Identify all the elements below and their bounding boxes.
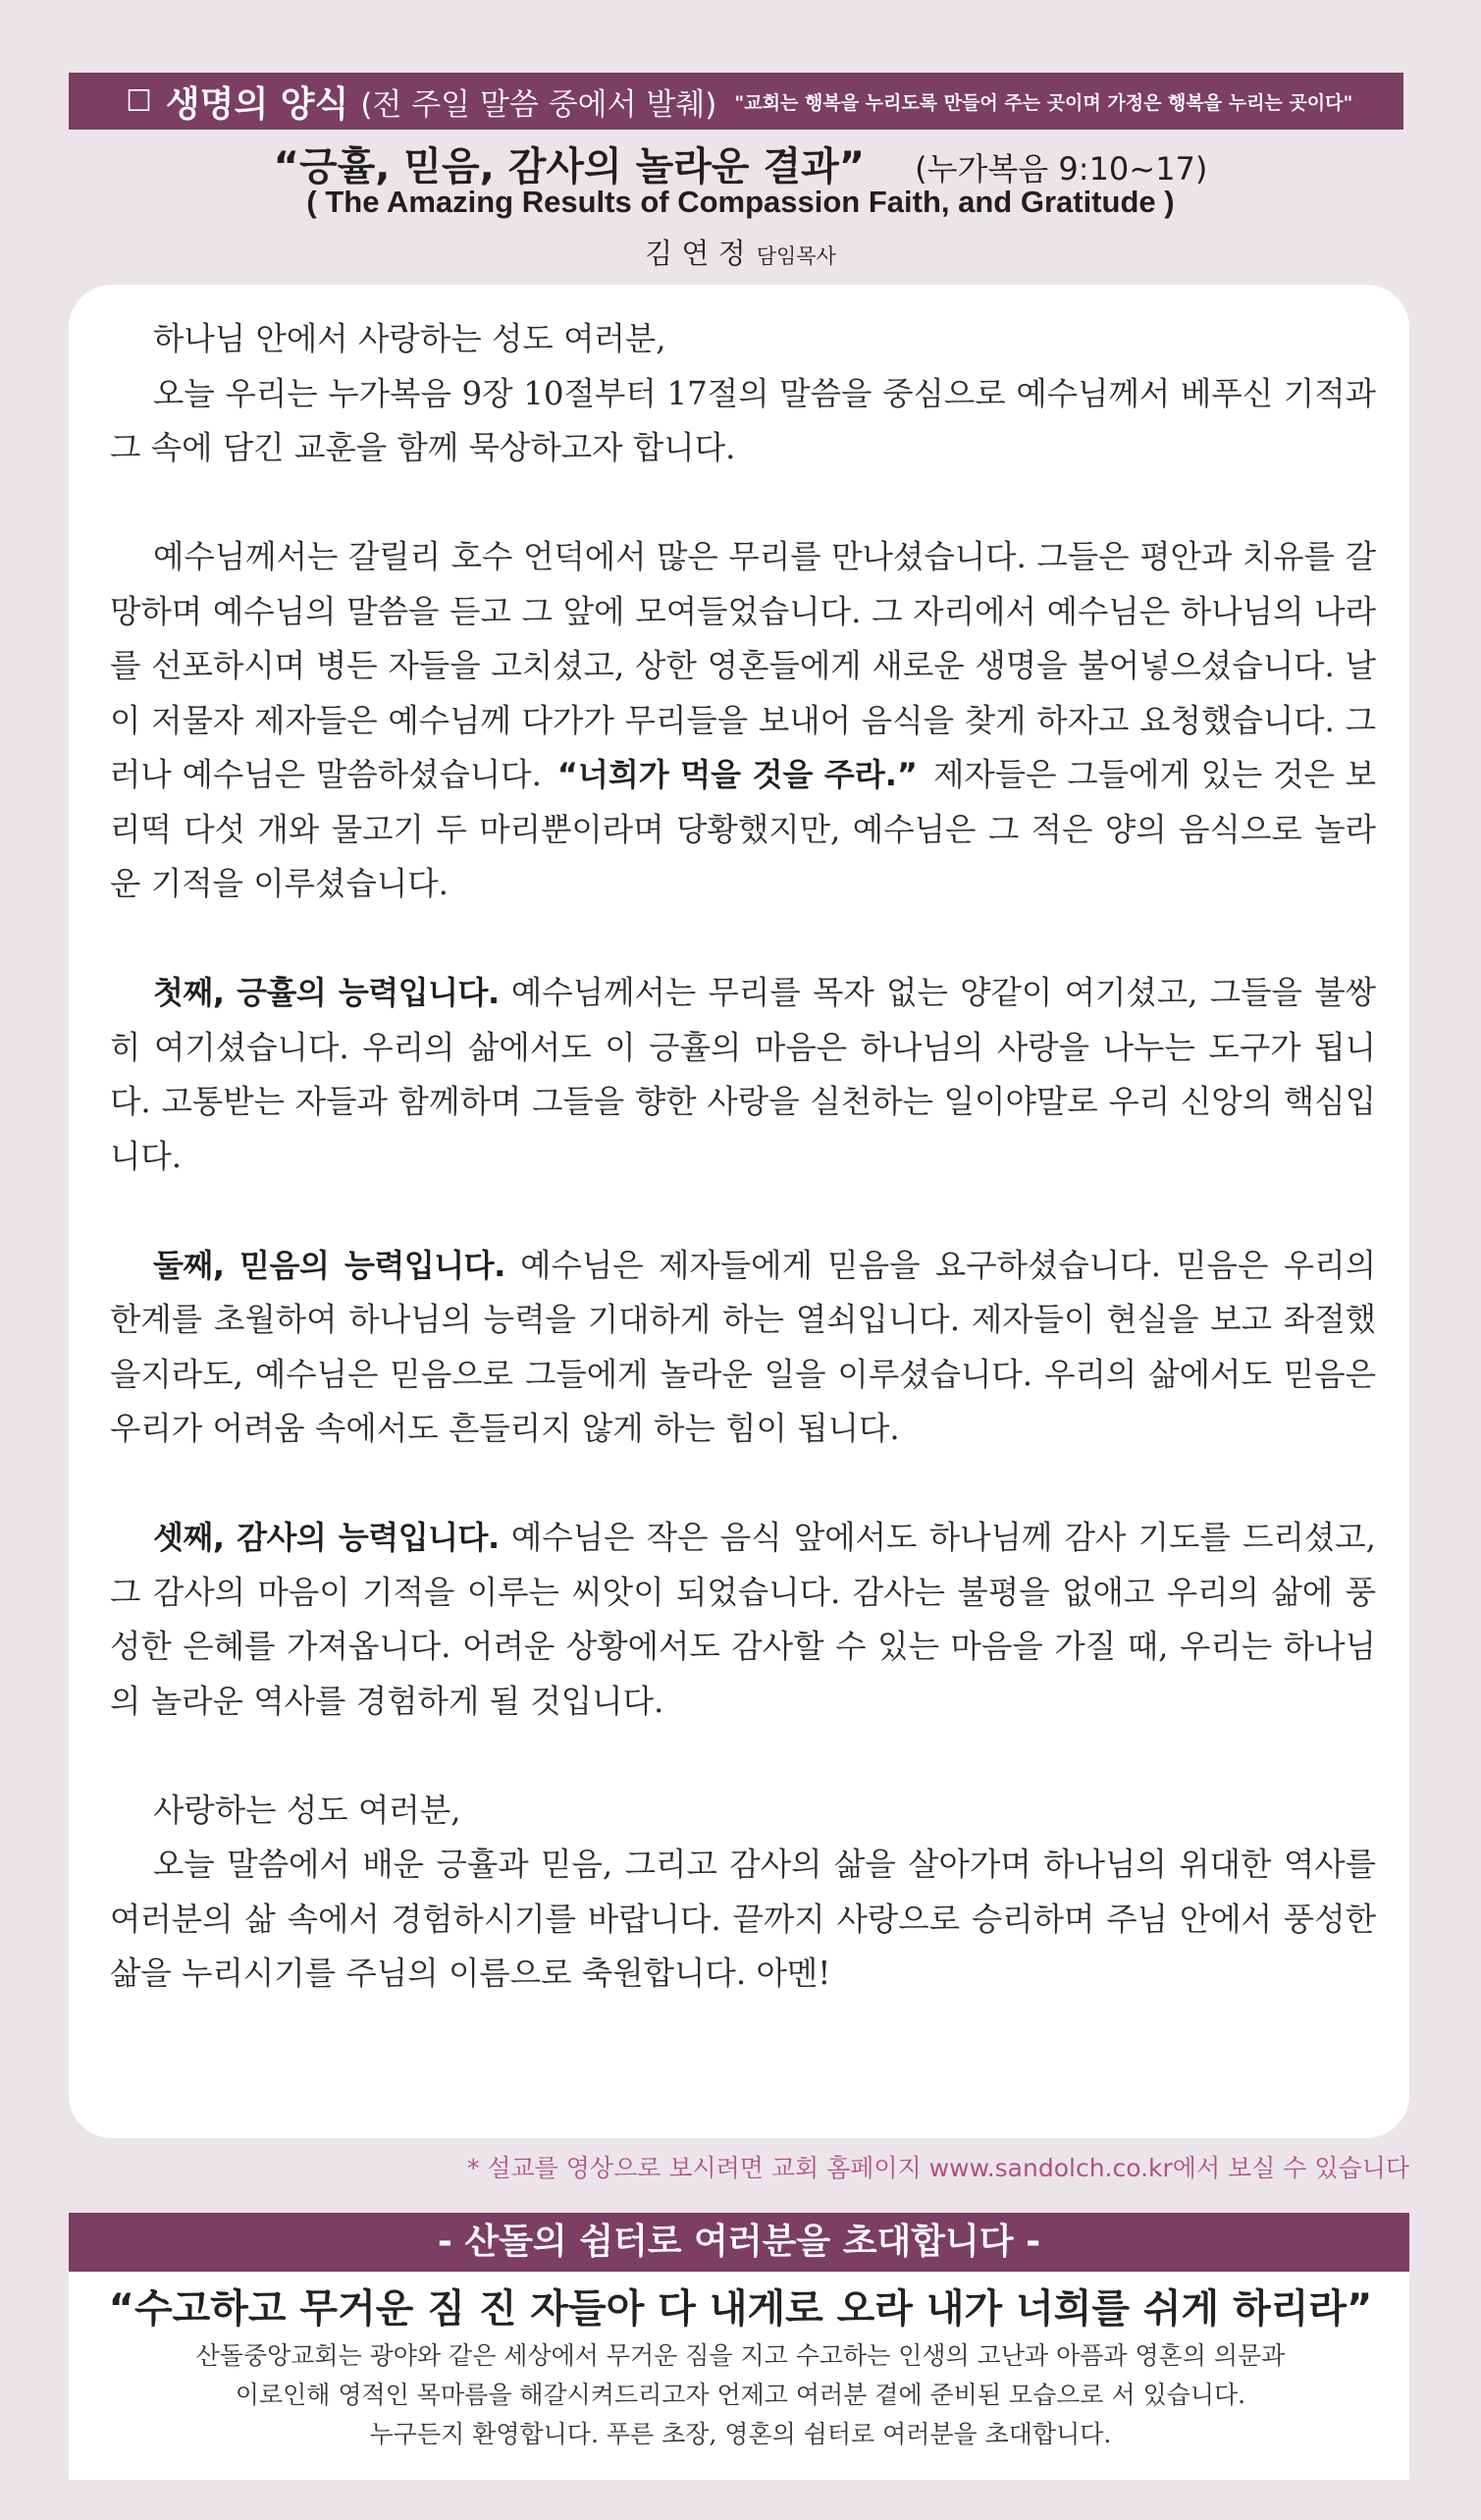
- checkbox-square-icon: ☐: [126, 83, 152, 119]
- jesus-quote: “너희가 먹을 것을 주라.”: [556, 756, 918, 793]
- church-motto: "교회는 행복을 누리도록 만들어 주는 곳이며 가정은 행복을 누리는 곳이다": [734, 91, 1353, 114]
- preacher-line: [0, 232, 1481, 272]
- point-faith: [110, 1239, 1376, 1457]
- invite-banner: - 산돌의 쉼터로 여러분을 초대합니다 -: [69, 2213, 1409, 2272]
- preacher-role: 담임목사: [756, 244, 836, 268]
- greeting-line: 하나님 안에서 사랑하는 성도 여러분,: [153, 320, 666, 357]
- story-text-before: 예수님께서는 갈릴리 호수 언덕에서 많은 무리를 만나셨습니다. 그들은 평안과 치유를 갈망하며 예수님의 말씀을 듣고 그 앞에 모여들었습니다. 그 자리에서 예수님은 하나님의 나라를 선포하시며 병든 자들을 고치셨고, 상한 영혼들에게 새로운 생명을 불어넣으셨습니다. 날이 저물자 제자들은 예수님께 다가가 무리들을 보내어 음식을 찾게 하자고 요청했습니다. 그러나 예수님은 말씀하셨습니다.: [110, 538, 1376, 793]
- intro-paragraph: 오늘 우리는 누가복음 9장 10절부터 17절의 말씀을 중심으로 예수님께서 베푸신 기적과 그 속에 담긴 교훈을 함께 묵상하고자 합니다.: [110, 374, 1376, 466]
- point-compassion-text: 예수님께서는 무리를 목자 없는 양같이 여기셨고, 그들을 불쌍히 여기셨습니다. 우리의 삶에서도 이 긍휼의 마음은 하나님의 사랑을 나누는 도구가 됩니다. 고통받는 자들과 함께하며 그들을 향한 사랑을 실천하는 일이야말로 우리 신앙의 핵심입니다.: [110, 974, 1377, 1175]
- point-compassion: [110, 966, 1376, 1184]
- section-title: 생명의 양식: [165, 83, 349, 125]
- invite-quote: “수고하고 무거운 짐 진 자들아 다 내게로 오라 내가 너희를 쉬게 하리라”: [108, 2286, 1373, 2332]
- sermon-title: “긍휼, 믿음, 감사의 놀라운 결과”: [273, 144, 866, 189]
- point-faith-text: 예수님은 제자들에게 믿음을 요구하셨습니다. 믿음은 우리의 한계를 초월하여 하나님의 능력을 기대하게 하는 열쇠입니다. 제자들이 현실을 보고 좌절했을지라도, 예수님은 믿음으로 그들에게 놀라운 일을 이루셨습니다. 우리의 삶에서도 믿음은 우리가 어려움 속에서도 흔들리지 않게 하는 힘이 됩니다.: [110, 1246, 1376, 1447]
- point-gratitude: [110, 1511, 1376, 1729]
- point-faith-heading: 둘째, 믿음의 능력입니다.: [153, 1246, 505, 1284]
- sermon-body: [110, 312, 1376, 2002]
- sermon-title-row: [0, 135, 1481, 191]
- story-paragraph: [110, 530, 1376, 912]
- point-gratitude-heading: 셋째, 감사의 능력입니다.: [153, 1519, 500, 1556]
- closing-paragraph: 오늘 말씀에서 배운 긍휼과 믿음, 그리고 감사의 삶을 살아가며 하나님의 위대한 역사를 여러분의 삶 속에서 경험하시기를 바랍니다. 끝까지 사랑으로 승리하며 주님 안에서 풍성한 삶을 누리시기를 주님의 이름으로 축원합니다. 아멘!: [110, 1846, 1376, 1992]
- video-footnote: * 설교를 영상으로 보시려면 교회 홈페이지 www.sandolch.co.kr에서 보실 수 있습니다: [466, 2154, 1409, 2182]
- section-header-bar: [69, 73, 1403, 130]
- invite-line-1: 산돌중앙교회는 광야와 같은 세상에서 무거운 짐을 지고 수고하는 인생의 고난과 아픔과 영혼의 의문과: [195, 2341, 1286, 2370]
- invite-line-3: 누구든지 환영합니다. 푸른 초장, 영혼의 쉼터로 여러분을 초대합니다.: [369, 2420, 1112, 2448]
- invite-line-2: 이로인해 영적인 목마름을 해갈시켜드리고자 언제고 여러분 곁에 준비된 모습으로 서 있습니다.: [235, 2381, 1246, 2409]
- closing-greeting: 사랑하는 성도 여러분,: [153, 1791, 461, 1829]
- preacher-name: 김 연 정: [645, 237, 746, 270]
- story-text-after: 제자들은 그들에게 있는 것은 보리떡 다섯 개와 물고기 두 마리뿐이라며 당황했지만, 예수님은 그 적은 양의 음식으로 놀라운 기적을 이루셨습니다.: [110, 756, 1376, 902]
- sermon-subtitle: ( The Amazing Results of Compassion Faith, and Gratitude ): [306, 185, 1175, 219]
- point-compassion-heading: 첫째, 긍휼의 능력입니다.: [153, 974, 500, 1011]
- point-gratitude-text: 예수님은 작은 음식 앞에서도 하나님께 감사 기도를 드리셨고, 그 감사의 마음이 기적을 이루는 씨앗이 되었습니다. 감사는 불평을 없애고 우리의 삶에 풍성한 은혜를 가져옵니다. 어려운 상황에서도 감사할 수 있는 마음을 가질 때, 우리는 하나님의 놀라운 역사를 경험하게 될 것입니다.: [110, 1519, 1377, 1720]
- scripture-reference: (누가복음 9:10~17): [915, 150, 1208, 188]
- source-note: (전 주일 말씀 중에서 발췌): [360, 86, 717, 123]
